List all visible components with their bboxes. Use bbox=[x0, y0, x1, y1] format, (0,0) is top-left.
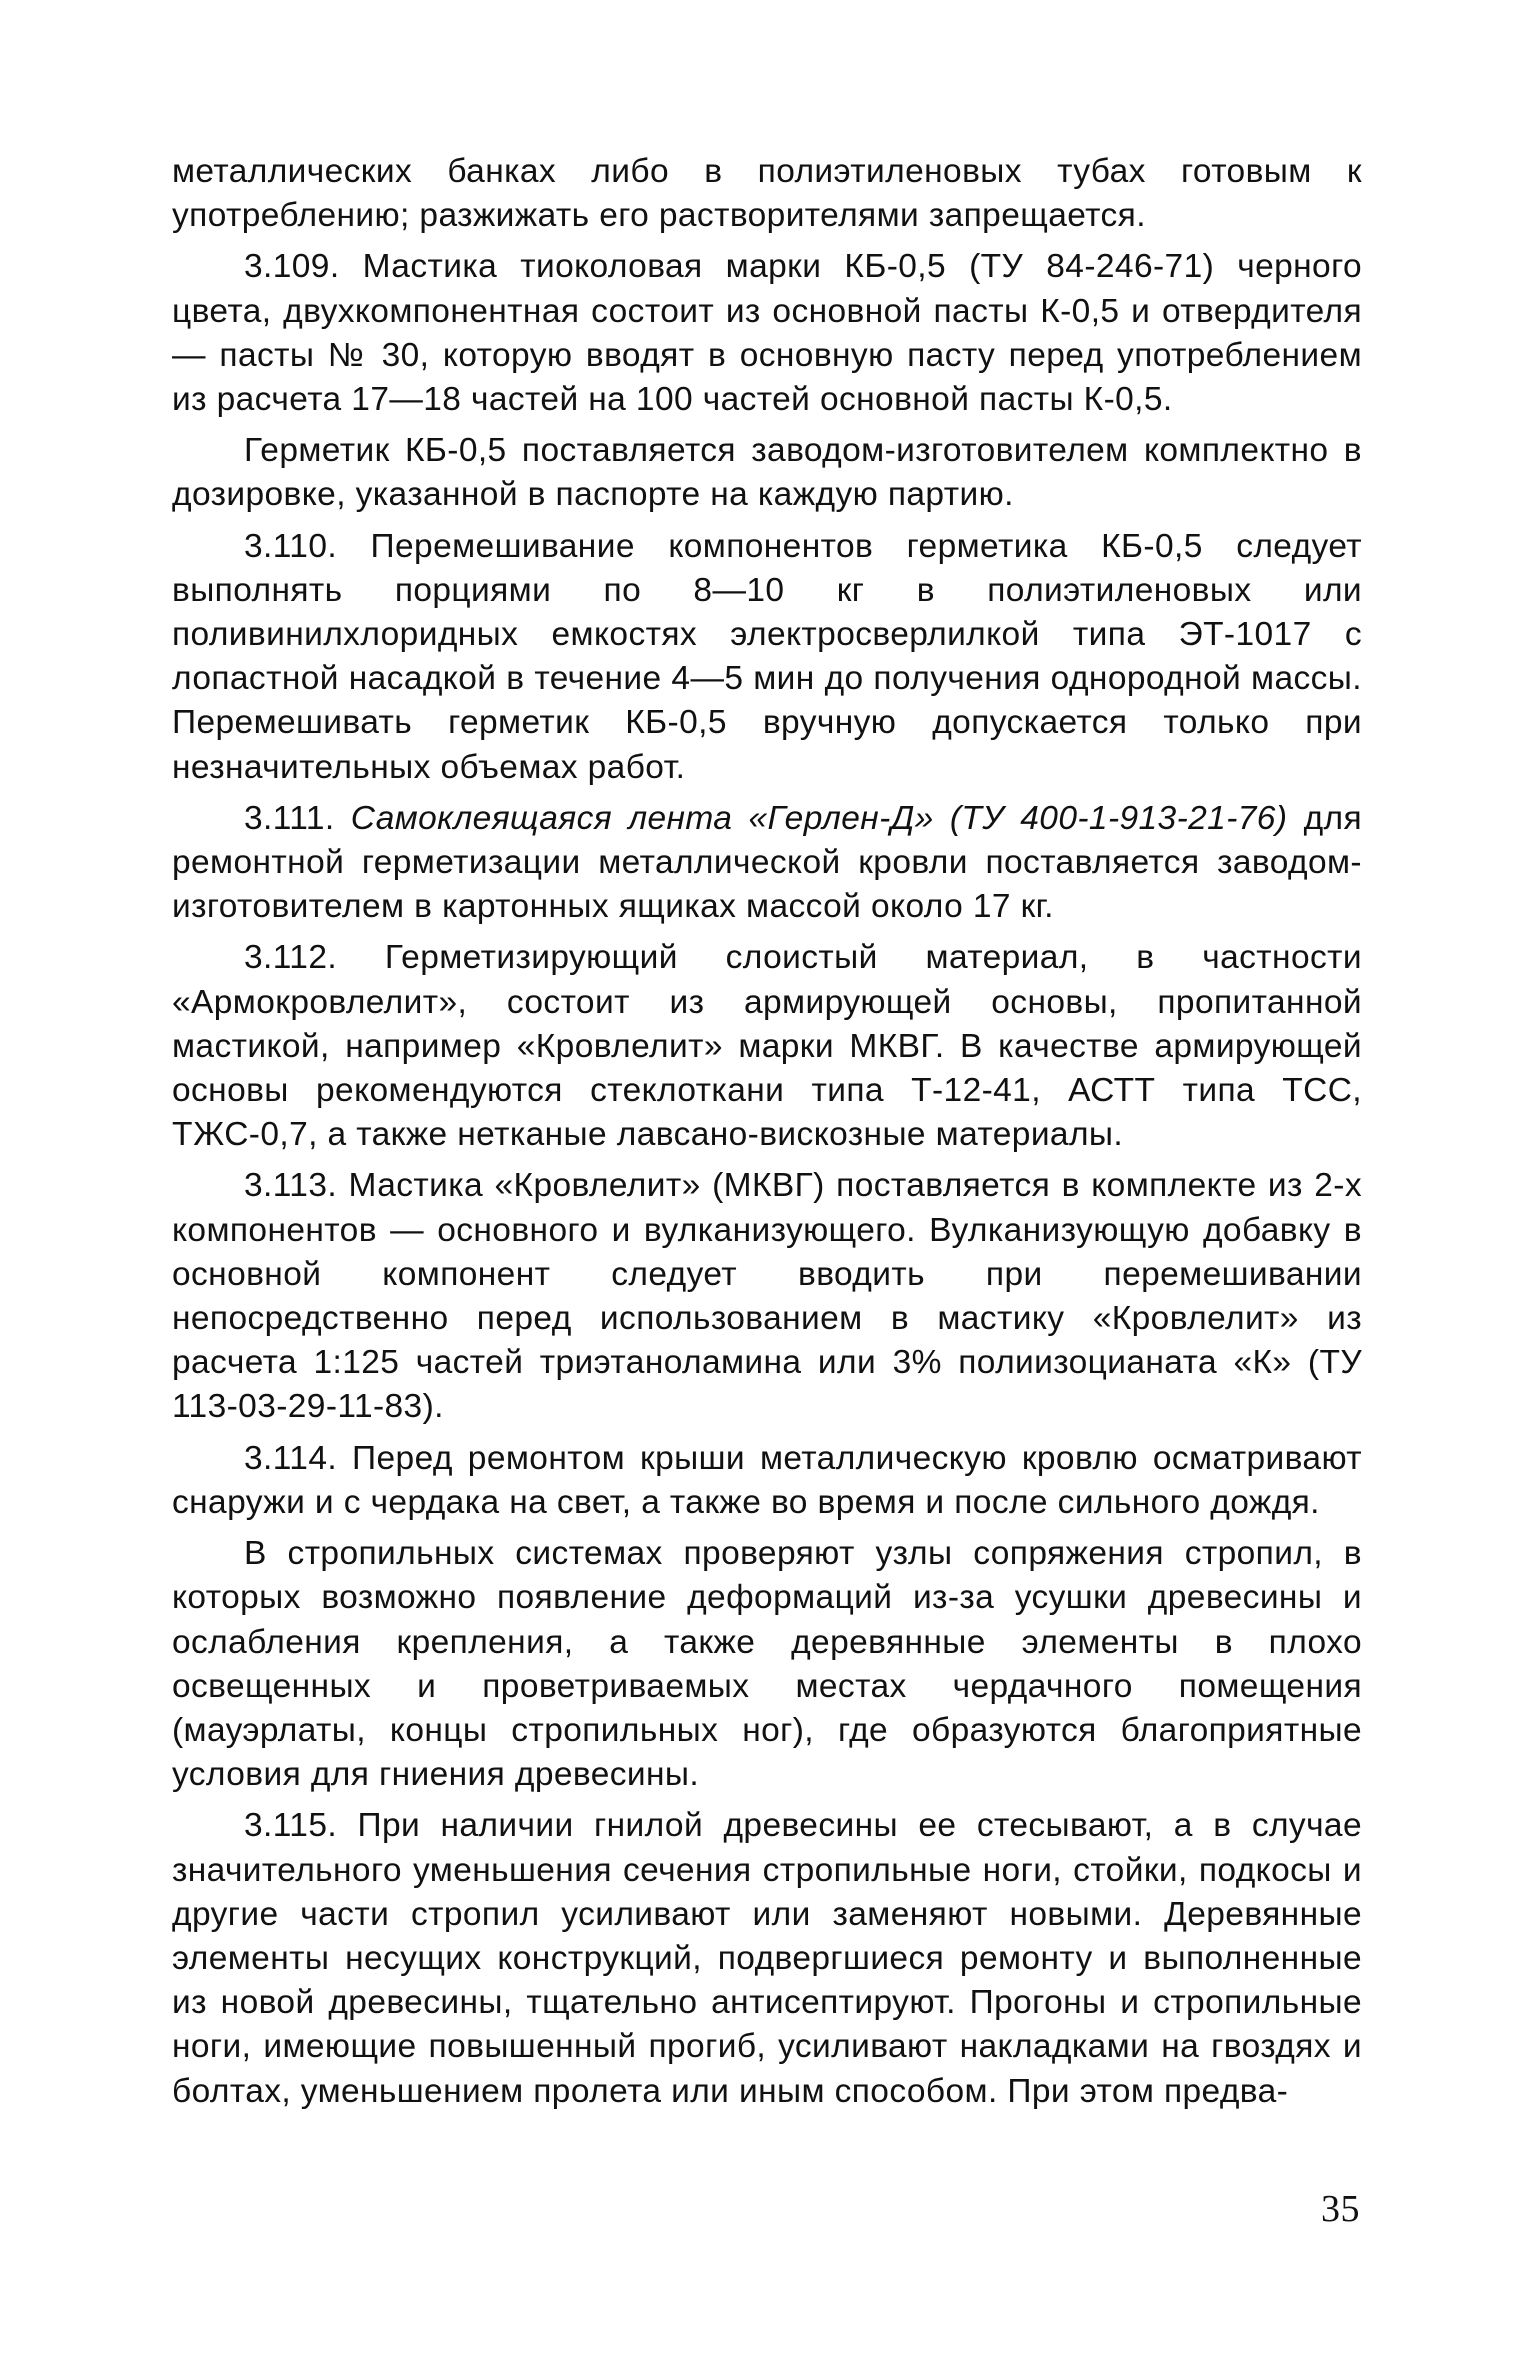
clause-number: 3.111. bbox=[244, 799, 335, 837]
clause-number: 3.110. bbox=[244, 527, 338, 565]
paragraph-3-114 bbox=[172, 1437, 1362, 1525]
paragraph-3-111 bbox=[172, 797, 1362, 930]
paragraph-text: Перед ремонтом крыши металлическую кровлю осматривают снаружи и с чердака на свет, а также во время и после сильного дождя. bbox=[172, 1439, 1362, 1521]
paragraph-3-110 bbox=[172, 525, 1362, 790]
italic-term: Самоклеящаяся лента «Герлен-Д» (ТУ 400-1-913-21-76) bbox=[350, 799, 1288, 837]
paragraph-text: Перемешивание компонентов герметика КБ-0,5 следует выполнять порциями по 8—10 кг в полиэтиленовых или поливинилхлоридных емкостях электросверлилкой типа ЭТ-1017 с лопастной насадкой в течение 4—5 мин до получения однородной массы. Перемешивать герметик КБ-0,5 вручную допускается только при незначительных объемах работ. bbox=[172, 527, 1362, 786]
paragraph-text: В стропильных системах проверяют узлы сопряжения стропил, в которых возможно появление деформаций из-за усушки древесины и ослабления крепления, а также деревянные элементы в плохо освещенных и проветриваемых местах чердачного помещения (мауэрлаты, концы стропильных ног), где образуются благоприятные условия для гниения древесины. bbox=[172, 1535, 1362, 1794]
paragraph-rafter-systems bbox=[172, 1532, 1362, 1797]
paragraph-text: для ремонтной герметизации металлической кровли поставляется заводом-изготовителем в картонных ящиках массой около 17 кг. bbox=[172, 799, 1362, 926]
paragraph-text: Герметизирующий слоистый материал, в частности «Армокровлелит», состоит из армирующей основы, пропитанной мастикой, например «Кровлелит» марки МКВГ. В качестве армирующей основы рекомендуются стеклоткани типа Т-12-41, АСТТ типа ТСС, ТЖС-0,7, а также нетканые лавсано-вискозные материалы. bbox=[172, 939, 1362, 1154]
page-number: 35 bbox=[1321, 2188, 1360, 2230]
paragraph-text: При наличии гнилой древесины ее стесывают, а в случае значительного уменьшения сечения стропильные ноги, стойки, подкосы и другие части стропил усиливают или заменяют новыми. Деревянные элементы несущих конструкций, подвергшиеся ремонту и выполненные из новой древесины, тщательно антисептируют. Прогоны и стропильные ноги, имеющие повышенный прогиб, усиливают накладками на гвоздях и болтах, уменьшением пролета или иным способом. При этом предва- bbox=[172, 1807, 1362, 2110]
paragraph-3-113 bbox=[172, 1164, 1362, 1429]
paragraph-sealant-kb bbox=[172, 429, 1362, 517]
paragraph-text: Мастика тиоколовая марки КБ-0,5 (ТУ 84-246-71) черного цвета, двухкомпонентная состоит из основной пасты К-0,5 и отвердителя — пасты № 30, которую вводят в основную пасту перед употреблением из расчета 17—18 частей на 100 частей основной пасты К-0,5. bbox=[172, 248, 1362, 419]
paragraph-3-115 bbox=[172, 1804, 1362, 2113]
paragraph-3-112 bbox=[172, 936, 1362, 1157]
clause-number: 3.114. bbox=[244, 1439, 338, 1477]
clause-number: 3.115. bbox=[244, 1807, 338, 1845]
paragraph-text: Мастика «Кровлелит» (МКВГ) поставляется в комплекте из 2-х компонентов — основного и вулканизующего. Вулканизующую добавку в основной компонент следует вводить при перемешивании непосредственно перед использованием в мастику «Кровлелит» из расчета 1:125 частей триэтаноламина или 3% полиизоцианата «К» (ТУ 113-03-29-11-83). bbox=[172, 1167, 1362, 1426]
paragraph-3-109 bbox=[172, 245, 1362, 422]
clause-number: 3.113. bbox=[244, 1167, 338, 1205]
paragraph-text: металлических банках либо в полиэтиленовых тубах готовым к употреблению; разжижать его растворителями запрещается. bbox=[172, 153, 1362, 235]
paragraph-continuation bbox=[172, 150, 1362, 238]
clause-number: 3.112. bbox=[244, 939, 338, 977]
paragraph-text: Герметик КБ-0,5 поставляется заводом-изготовителем комплектно в дозировке, указанной в паспорте на каждую партию. bbox=[172, 432, 1362, 514]
clause-number: 3.109. bbox=[244, 248, 340, 286]
document-page bbox=[172, 150, 1362, 2114]
